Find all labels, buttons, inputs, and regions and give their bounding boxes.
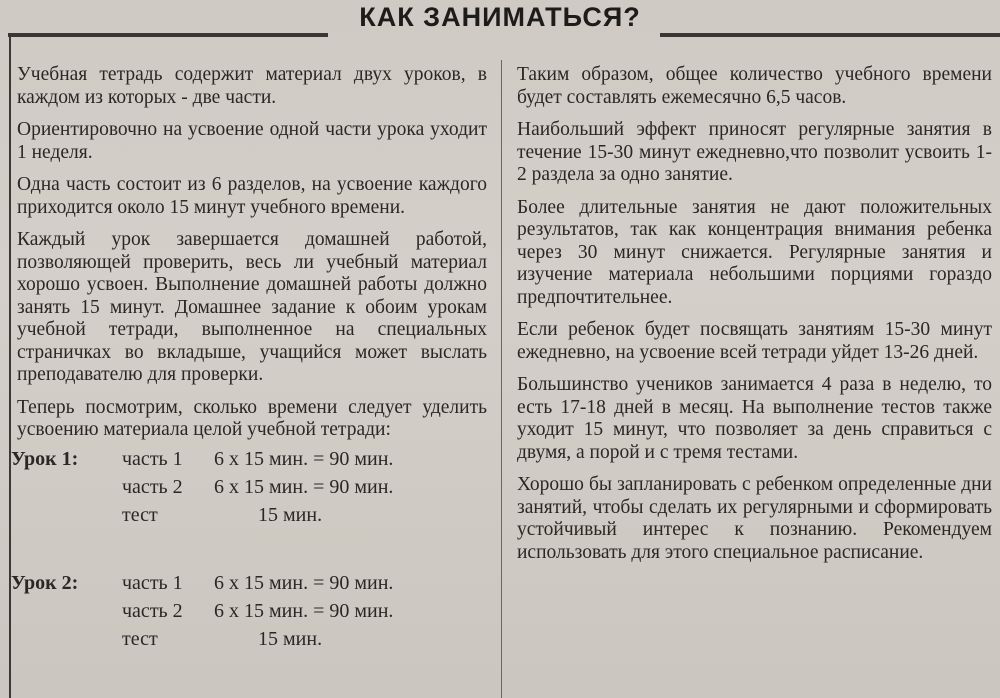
- part-name: часть 1: [122, 571, 183, 594]
- paragraph: Учебная тетрадь содержит материал двух уроков, в каждом из которых - две части.: [17, 64, 487, 108]
- part-calc: 6 х 15 мин. = 90 мин.: [214, 475, 394, 498]
- part-name: часть 1: [122, 447, 183, 470]
- part-name: тест: [122, 627, 158, 650]
- lesson-label: Урок 2:: [11, 571, 79, 594]
- header-rule-right: [660, 33, 1000, 37]
- part-calc: 15 мин.: [258, 627, 323, 650]
- paragraph: Наибольший эффект приносят регулярные занятия в течение 15-30 минут ежедневно,что позволит усвоить 1-2 раздела за одно занятие.: [517, 119, 992, 185]
- frame-border-left: [9, 36, 11, 698]
- part-name: часть 2: [122, 599, 183, 622]
- part-calc: 6 х 15 мин. = 90 мин.: [214, 571, 394, 594]
- left-column: [11, 64, 487, 696]
- paragraph: Хорошо бы запланировать с ребенком определенные дни занятий, чтобы сделать их регулярными и сформировать устойчивый интерес к познанию. Рекомендуем использовать для этого специальное расписание.: [517, 474, 992, 563]
- column-divider: [501, 60, 502, 698]
- paragraph: Каждый урок завершается домашней работой, позволяющей проверить, весь ли учебный материал хорошо усвоен. Выполнение домашней работы должно занять 15 минут. Домашнее задание к обоим урокам учебной тетради, выполненное на специальных страничках во вкладыше, учащийся может выслать преподавателю для проверки.: [17, 229, 487, 385]
- lesson-2-breakdown: [11, 571, 487, 696]
- page-title: КАК ЗАНИМАТЬСЯ?: [359, 2, 641, 32]
- paragraph: Если ребенок будет посвящать занятиям 15-30 минут ежедневно, на усвоение всей тетради уйдет 13-26 дней.: [517, 319, 992, 363]
- page-header: [0, 0, 1000, 46]
- paragraph: Таким образом, общее количество учебного времени будет составлять ежемесячно 6,5 часов.: [517, 64, 992, 108]
- header-rule-left: [8, 33, 328, 37]
- paragraph: Одна часть состоит из 6 разделов, на усвоение каждого приходится около 15 минут учебного времени.: [17, 174, 487, 218]
- paragraph: Более длительные занятия не дают положительных результатов, так как концентрация внимания ребенка через 30 минут снижается. Регулярные занятия и изучение материала небольшими порциями гораздо предпочтительнее.: [517, 196, 992, 308]
- part-name: тест: [122, 503, 158, 526]
- part-calc: 6 х 15 мин. = 90 мин.: [214, 599, 394, 622]
- paragraph: Ориентировочно на усвоение одной части урока уходит 1 неделя.: [17, 119, 487, 163]
- paragraph: Теперь посмотрим, сколько времени следует уделить усвоению материала целой учебной тетради:: [17, 396, 487, 440]
- part-name: часть 2: [122, 475, 183, 498]
- part-calc: 15 мин.: [258, 503, 323, 526]
- part-calc: 6 х 15 мин. = 90 мин.: [214, 447, 394, 470]
- lesson-label: Урок 1:: [11, 447, 79, 470]
- right-column: [517, 64, 992, 574]
- paragraph: Большинство учеников занимается 4 раза в неделю, то есть 17-18 дней в месяц. На выполнение тестов также уходит 15 минут, что позволяет за день справиться с двумя, а порой и с тремя тестами.: [517, 374, 992, 463]
- lesson-1-breakdown: [11, 447, 487, 572]
